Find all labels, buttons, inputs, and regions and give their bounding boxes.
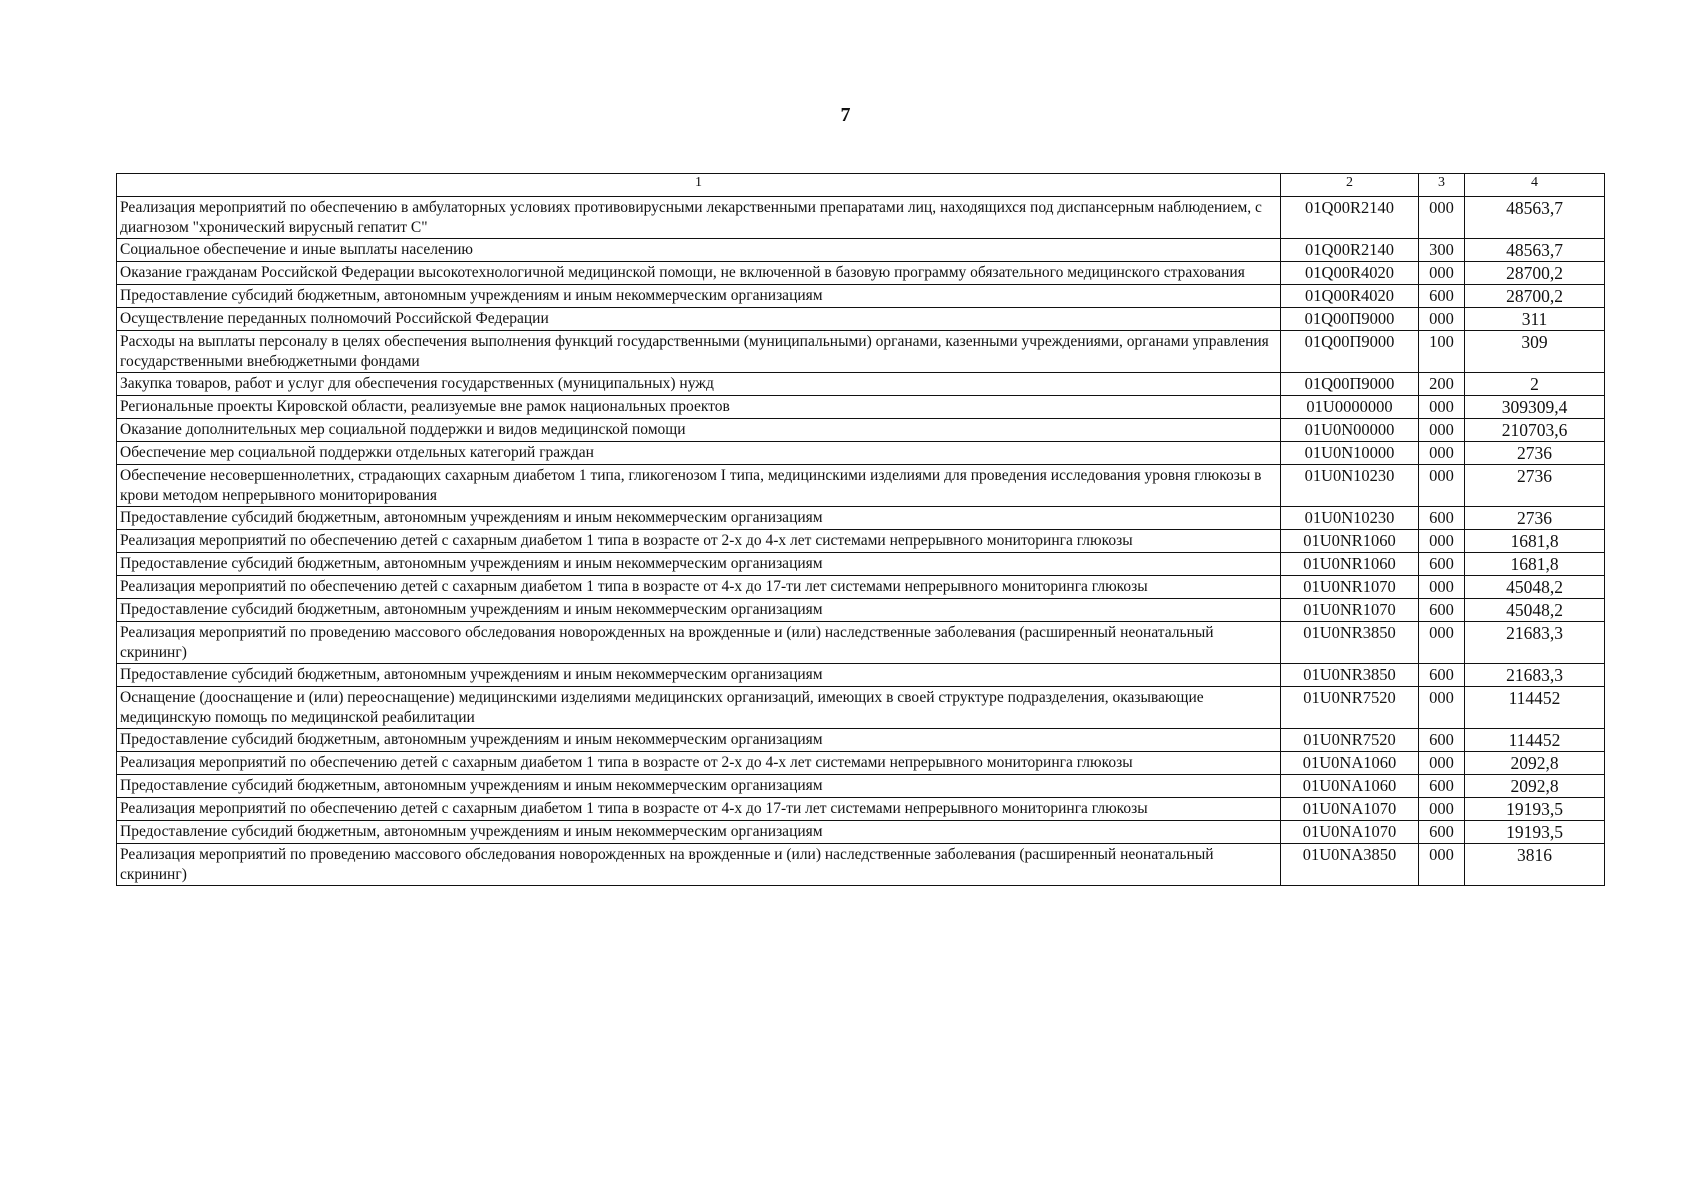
table-row: [117, 262, 1605, 285]
budget-table: [116, 173, 1605, 886]
row-sum: 2736: [1465, 442, 1605, 465]
table-row: [117, 197, 1605, 239]
row-name: Социальное обеспечение и иные выплаты населению: [117, 239, 1281, 262]
row-name: Обеспечение несовершеннолетних, страдающих сахарным диабетом 1 типа, гликогенозом I типа, медицинскими изделиями для проведения исследования уровня глюкозы в крови методом непрерывного мониторирования: [117, 465, 1281, 507]
row-code: 01U0NA1070: [1281, 798, 1419, 821]
page-number: 7: [840, 104, 851, 126]
row-type: 000: [1419, 752, 1465, 775]
table-row: [117, 442, 1605, 465]
row-code: 01Q00П9000: [1281, 331, 1419, 373]
row-type: 000: [1419, 576, 1465, 599]
row-code: 01U0NA1070: [1281, 821, 1419, 844]
row-sum: 114452: [1465, 687, 1605, 729]
row-code: 01Q00R4020: [1281, 285, 1419, 308]
row-name: Реализация мероприятий по обеспечению детей с сахарным диабетом 1 типа в возрасте от 2-х до 4-х лет системами непрерывного мониторинга глюкозы: [117, 530, 1281, 553]
row-code: 01U0NR1060: [1281, 530, 1419, 553]
row-type: 600: [1419, 664, 1465, 687]
row-code: 01U0NA3850: [1281, 844, 1419, 886]
row-name: Предоставление субсидий бюджетным, автономным учреждениям и иным некоммерческим организациям: [117, 285, 1281, 308]
row-name: Оснащение (дооснащение и (или) переоснащение) медицинскими изделиями медицинских организаций, имеющих в своей структуре подразделения, оказывающие медицинскую помощь по медицинской реабилитации: [117, 687, 1281, 729]
row-name: Оказание дополнительных мер социальной поддержки и видов медицинской помощи: [117, 419, 1281, 442]
row-sum: 45048,2: [1465, 576, 1605, 599]
row-name: Закупка товаров, работ и услуг для обеспечения государственных (муниципальных) нужд: [117, 373, 1281, 396]
row-type: 000: [1419, 687, 1465, 729]
row-sum: 114452: [1465, 729, 1605, 752]
row-name: Расходы на выплаты персоналу в целях обеспечения выполнения функций государственными (муниципальными) органами, казенными учреждениями, органами управления государственными внебюджетными фондами: [117, 331, 1281, 373]
row-type: 000: [1419, 396, 1465, 419]
table-row: [117, 419, 1605, 442]
header-code: 2: [1281, 174, 1419, 197]
table-row: [117, 239, 1605, 262]
row-code: 01U0N00000: [1281, 419, 1419, 442]
table-row: [117, 844, 1605, 886]
row-type: 600: [1419, 729, 1465, 752]
table-row: [117, 507, 1605, 530]
table-header-row: [117, 174, 1605, 197]
row-code: 01U0NR1070: [1281, 576, 1419, 599]
row-type: 000: [1419, 308, 1465, 331]
row-code: 01U0NR3850: [1281, 664, 1419, 687]
row-name: Предоставление субсидий бюджетным, автономным учреждениям и иным некоммерческим организациям: [117, 507, 1281, 530]
row-code: 01U0NR7520: [1281, 729, 1419, 752]
row-type: 100: [1419, 331, 1465, 373]
row-sum: 2092,8: [1465, 775, 1605, 798]
row-sum: 48563,7: [1465, 239, 1605, 262]
table-row: [117, 752, 1605, 775]
row-name: Предоставление субсидий бюджетным, автономным учреждениям и иным некоммерческим организациям: [117, 553, 1281, 576]
header-type: 3: [1419, 174, 1465, 197]
row-sum: 19193,5: [1465, 798, 1605, 821]
row-sum: 19193,5: [1465, 821, 1605, 844]
table-row: [117, 553, 1605, 576]
table-row: [117, 576, 1605, 599]
row-code: 01U0NR1070: [1281, 599, 1419, 622]
table-row: [117, 465, 1605, 507]
table-row: [117, 664, 1605, 687]
row-name: Предоставление субсидий бюджетным, автономным учреждениям и иным некоммерческим организациям: [117, 775, 1281, 798]
table-row: [117, 308, 1605, 331]
row-code: 01Q00R2140: [1281, 239, 1419, 262]
row-code: 01Q00П9000: [1281, 308, 1419, 331]
row-code: 01U0NA1060: [1281, 752, 1419, 775]
row-type: 000: [1419, 419, 1465, 442]
table-body: [117, 197, 1605, 886]
row-code: 01U0NR3850: [1281, 622, 1419, 664]
table-row: [117, 775, 1605, 798]
row-type: 200: [1419, 373, 1465, 396]
row-name: Оказание гражданам Российской Федерации высокотехнологичной медицинской помощи, не включенной в базовую программу обязательного медицинского страхования: [117, 262, 1281, 285]
row-type: 000: [1419, 197, 1465, 239]
row-type: 600: [1419, 599, 1465, 622]
row-name: Обеспечение мер социальной поддержки отдельных категорий граждан: [117, 442, 1281, 465]
row-type: 600: [1419, 285, 1465, 308]
row-type: 600: [1419, 553, 1465, 576]
row-sum: 28700,2: [1465, 285, 1605, 308]
row-type: 000: [1419, 798, 1465, 821]
row-type: 600: [1419, 821, 1465, 844]
row-sum: 311: [1465, 308, 1605, 331]
table-row: [117, 798, 1605, 821]
row-sum: 28700,2: [1465, 262, 1605, 285]
row-sum: 21683,3: [1465, 622, 1605, 664]
row-name: Предоставление субсидий бюджетным, автономным учреждениям и иным некоммерческим организациям: [117, 729, 1281, 752]
row-sum: 45048,2: [1465, 599, 1605, 622]
row-sum: 1681,8: [1465, 530, 1605, 553]
row-name: Предоставление субсидий бюджетным, автономным учреждениям и иным некоммерческим организациям: [117, 599, 1281, 622]
header-sum: 4: [1465, 174, 1605, 197]
row-name: Реализация мероприятий по обеспечению в амбулаторных условиях противовирусными лекарственными препаратами лиц, находящихся под диспансерным наблюдением, с диагнозом "хронический вирусный гепатит С": [117, 197, 1281, 239]
row-name: Предоставление субсидий бюджетным, автономным учреждениям и иным некоммерческим организациям: [117, 821, 1281, 844]
row-type: 000: [1419, 530, 1465, 553]
row-sum: 2736: [1465, 465, 1605, 507]
row-name: Предоставление субсидий бюджетным, автономным учреждениям и иным некоммерческим организациям: [117, 664, 1281, 687]
row-name: Реализация мероприятий по обеспечению детей с сахарным диабетом 1 типа в возрасте от 4-х до 17-ти лет системами непрерывного мониторинга глюкозы: [117, 798, 1281, 821]
table-row: [117, 729, 1605, 752]
row-code: 01Q00R2140: [1281, 197, 1419, 239]
row-code: 01U0NA1060: [1281, 775, 1419, 798]
row-sum: 2092,8: [1465, 752, 1605, 775]
row-type: 000: [1419, 465, 1465, 507]
row-type: 600: [1419, 507, 1465, 530]
row-code: 01U0N10230: [1281, 507, 1419, 530]
row-type: 000: [1419, 844, 1465, 886]
table-row: [117, 285, 1605, 308]
row-sum: 210703,6: [1465, 419, 1605, 442]
row-name: Реализация мероприятий по проведению массового обследования новорожденных на врожденные и (или) наследственные заболевания (расширенный неонатальный скрининг): [117, 844, 1281, 886]
row-code: 01U0N10230: [1281, 465, 1419, 507]
table-row: [117, 396, 1605, 419]
row-name: Осуществление переданных полномочий Российской Федерации: [117, 308, 1281, 331]
row-sum: 21683,3: [1465, 664, 1605, 687]
header-name: 1: [117, 174, 1281, 197]
row-sum: 2: [1465, 373, 1605, 396]
row-type: 300: [1419, 239, 1465, 262]
row-code: 01U0NR1060: [1281, 553, 1419, 576]
row-sum: 2736: [1465, 507, 1605, 530]
row-sum: 309: [1465, 331, 1605, 373]
row-sum: 48563,7: [1465, 197, 1605, 239]
row-code: 01Q00R4020: [1281, 262, 1419, 285]
row-type: 000: [1419, 622, 1465, 664]
table-row: [117, 821, 1605, 844]
table-row: [117, 622, 1605, 664]
row-type: 000: [1419, 442, 1465, 465]
table-row: [117, 687, 1605, 729]
row-type: 000: [1419, 262, 1465, 285]
table-row: [117, 599, 1605, 622]
row-code: 01U0000000: [1281, 396, 1419, 419]
row-type: 600: [1419, 775, 1465, 798]
row-code: 01U0N10000: [1281, 442, 1419, 465]
row-name: Региональные проекты Кировской области, реализуемые вне рамок национальных проектов: [117, 396, 1281, 419]
row-sum: 309309,4: [1465, 396, 1605, 419]
table-row: [117, 331, 1605, 373]
row-name: Реализация мероприятий по обеспечению детей с сахарным диабетом 1 типа в возрасте от 2-х до 4-х лет системами непрерывного мониторинга глюкозы: [117, 752, 1281, 775]
row-code: 01U0NR7520: [1281, 687, 1419, 729]
table-row: [117, 373, 1605, 396]
row-sum: 1681,8: [1465, 553, 1605, 576]
row-name: Реализация мероприятий по проведению массового обследования новорожденных на врожденные и (или) наследственные заболевания (расширенный неонатальный скрининг): [117, 622, 1281, 664]
row-name: Реализация мероприятий по обеспечению детей с сахарным диабетом 1 типа в возрасте от 4-х до 17-ти лет системами непрерывного мониторинга глюкозы: [117, 576, 1281, 599]
table-row: [117, 530, 1605, 553]
row-sum: 3816: [1465, 844, 1605, 886]
row-code: 01Q00П9000: [1281, 373, 1419, 396]
